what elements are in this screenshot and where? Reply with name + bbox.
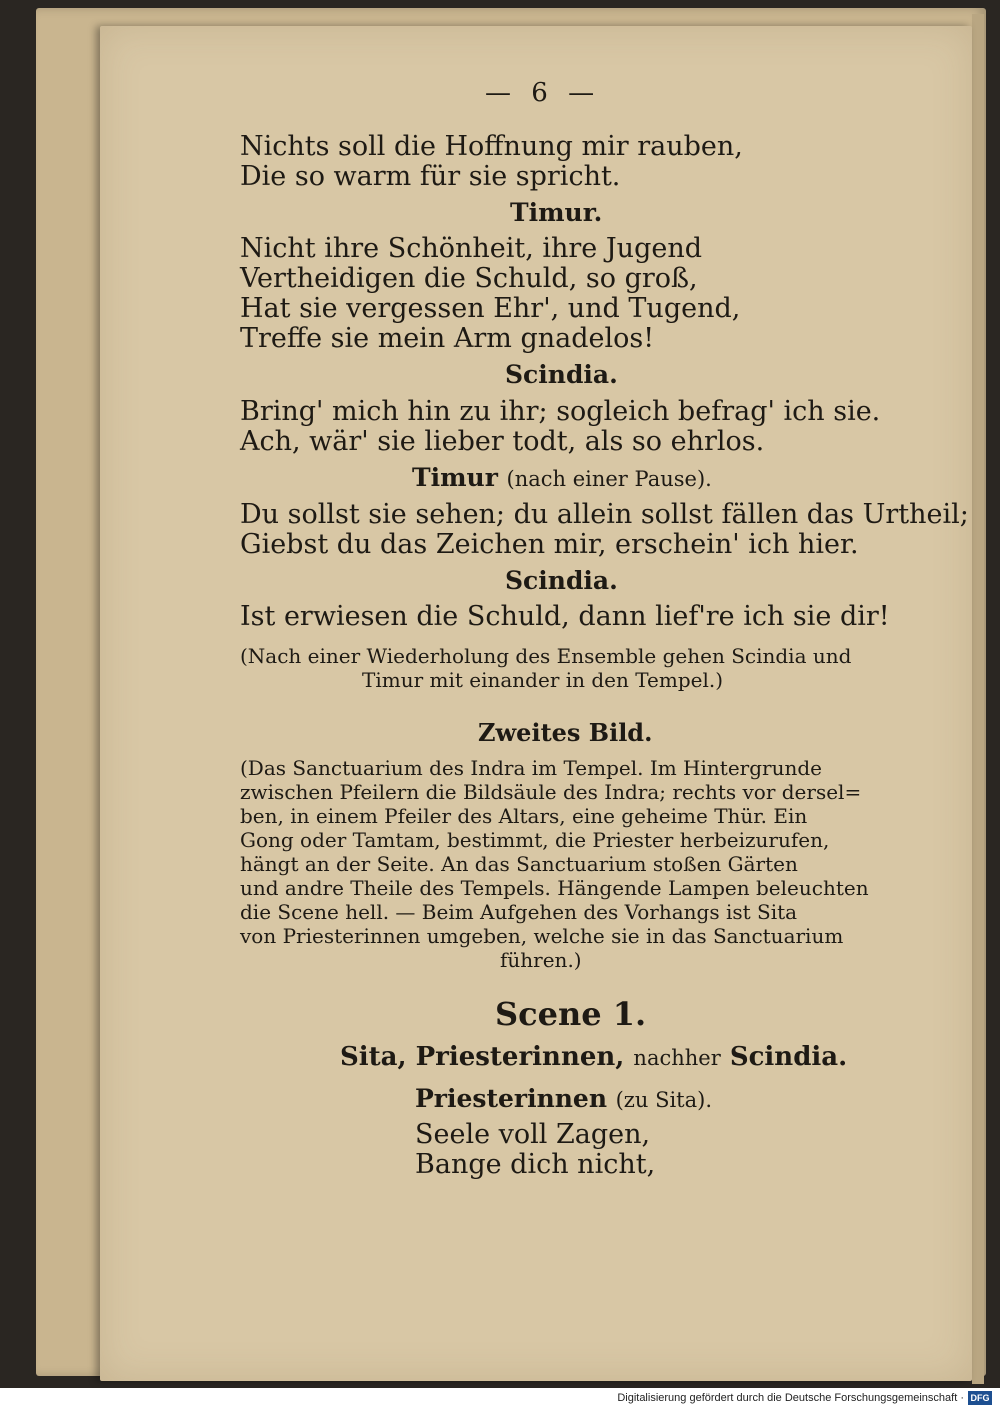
speaker-note: (nach einer Pause). xyxy=(506,467,712,491)
stage-description: hängt an der Seite. An das Sanctuarium stoßen Gärten xyxy=(240,852,798,876)
page-number: — 6 — xyxy=(485,78,601,108)
verse-line: Seele voll Zagen, xyxy=(415,1119,651,1150)
stage-description: zwischen Pfeilern die Bildsäule des Indra; rechts vor dersel= xyxy=(240,780,862,804)
stage-description: die Scene hell. — Beim Aufgehen des Vorhangs ist Sita xyxy=(240,900,798,924)
verse-line: Ist erwiesen die Schuld, dann lief're ich sie dir! xyxy=(240,601,890,632)
verse-line: Hat sie vergessen Ehr', und Tugend, xyxy=(240,293,741,324)
verse-line: Du sollst sie sehen; du allein sollst fällen das Urtheil; xyxy=(240,499,969,530)
speaker-timur-with-note xyxy=(412,463,712,494)
speaker-priestesses: Priesterinnen xyxy=(415,1084,608,1113)
stage-description: Gong oder Tamtam, bestimmt, die Priester herbeizurufen, xyxy=(240,828,830,852)
speaker-note: (zu Sita). xyxy=(615,1088,712,1112)
speaker-scindia: Scindia. xyxy=(505,566,618,595)
section-heading: Zweites Bild. xyxy=(478,718,653,747)
footer-bar xyxy=(0,1388,1000,1408)
stage-description: führen.) xyxy=(500,948,582,972)
cast-connector: nachher xyxy=(633,1046,721,1070)
stage-direction: (Nach einer Wiederholung des Ensemble gehen Scindia und xyxy=(240,644,852,668)
verse-line: Vertheidigen die Schuld, so groß, xyxy=(240,263,698,294)
verse-line: Die so warm für sie spricht. xyxy=(240,161,621,192)
scene-title: Scene 1. xyxy=(495,995,647,1033)
scene-cast xyxy=(340,1042,847,1073)
verse-line: Bange dich nicht, xyxy=(415,1149,656,1180)
verse-line: Giebst du das Zeichen mir, erschein' ich hier. xyxy=(240,529,859,560)
verse-line: Treffe sie mein Arm gnadelos! xyxy=(240,323,655,354)
funding-notice: Digitalisierung gefördert durch die Deutsche Forschungsgemeinschaft · xyxy=(617,1392,964,1404)
stage-description: und andre Theile des Tempels. Hängende Lampen beleuchten xyxy=(240,876,869,900)
verse-line: Ach, wär' sie lieber todt, als so ehrlos. xyxy=(240,426,765,457)
verse-line: Bring' mich hin zu ihr; sogleich befrag' ich sie. xyxy=(240,396,881,427)
verse-line: Nichts soll die Hoffnung mir rauben, xyxy=(240,131,743,162)
stage-description: von Priesterinnen umgeben, welche sie in das Sanctuarium xyxy=(240,924,844,948)
speaker-scindia: Scindia. xyxy=(505,360,618,389)
speaker-timur: Timur. xyxy=(510,198,603,227)
stage-direction: Timur mit einander in den Tempel.) xyxy=(362,668,724,692)
stage-description: ben, in einem Pfeiler des Altars, eine geheime Thür. Ein xyxy=(240,804,808,828)
page-right-edge xyxy=(972,14,984,1384)
cast-names: Scindia. xyxy=(729,1042,848,1072)
cast-names: Sita, Priesterinnen, xyxy=(340,1042,625,1072)
speaker-priestesses-with-note xyxy=(415,1084,712,1115)
stage-description: (Das Sanctuarium des Indra im Tempel. Im Hintergrunde xyxy=(240,756,822,780)
verse-line: Nicht ihre Schönheit, ihre Jugend xyxy=(240,233,703,264)
speaker-timur: Timur xyxy=(412,463,498,492)
dfg-logo-icon: DFG xyxy=(968,1391,992,1405)
